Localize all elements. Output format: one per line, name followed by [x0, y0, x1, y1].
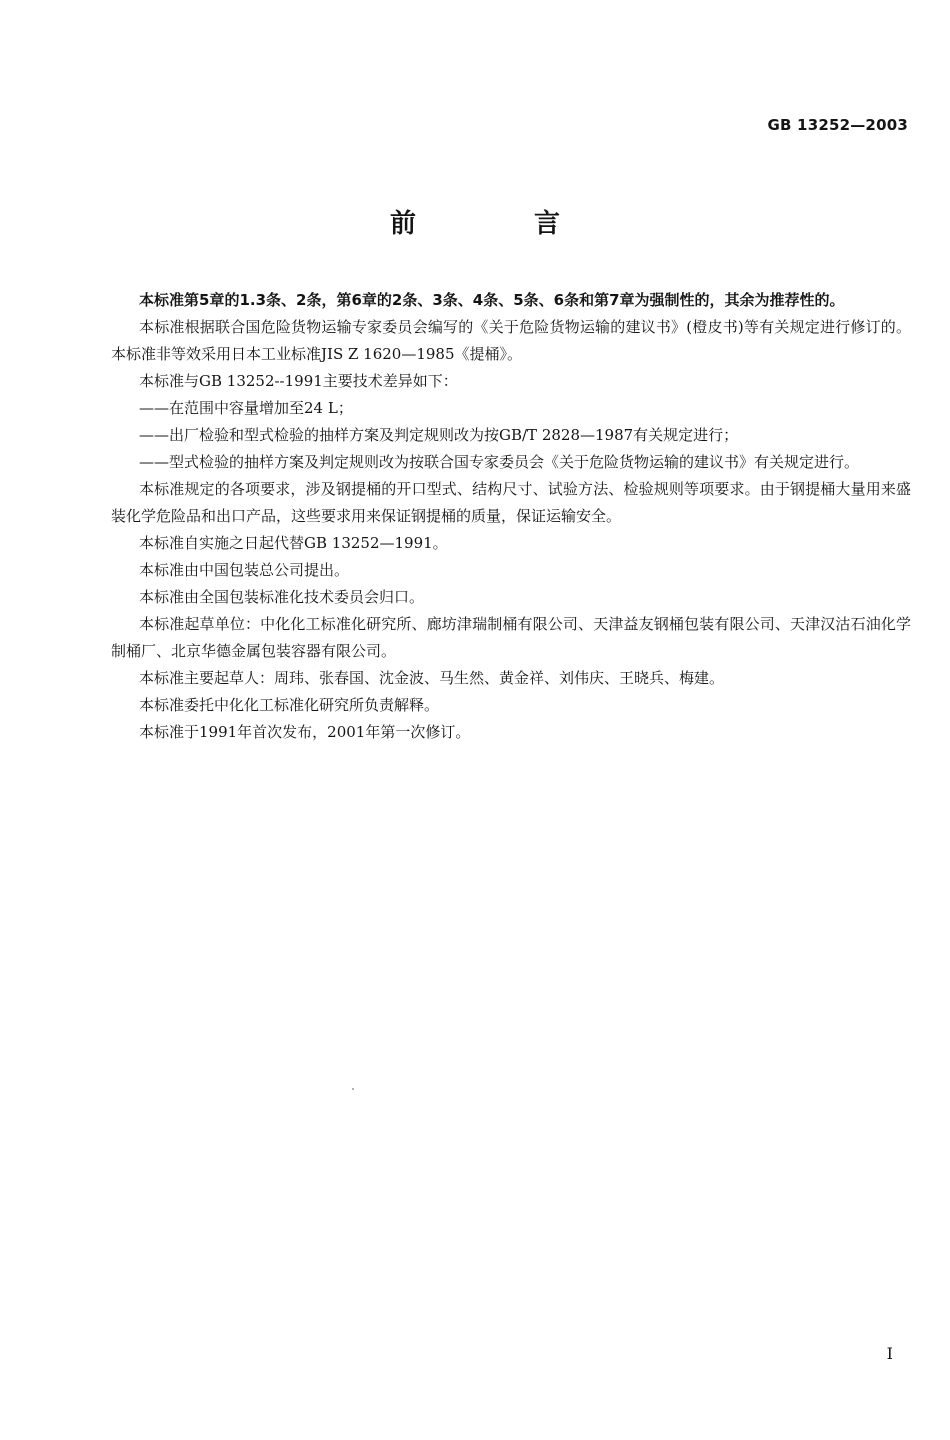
- paragraph-drafting-units: 本标准起草单位：中化化工标准化研究所、廊坊津瑞制桶有限公司、天津益友钢桶包装有限公司、天津汉沽石油化学制桶厂、北京华德金属包装容器有限公司。: [111, 615, 911, 660]
- paragraph-publication-history: 本标准于1991年首次发布，2001年第一次修订。: [139, 723, 471, 741]
- page-title: 前 言: [389, 209, 606, 239]
- paragraph-centralized-by: 本标准由全国包装标准化技术委员会归口。: [139, 588, 425, 606]
- paragraph-mandatory-clauses: 本标准第5章的1.3条、2条，第6章的2条、3条、4条、5条、6条和第7章为强制性的，其余为推荐性的。: [139, 291, 845, 309]
- paragraph-interpretation: 本标准委托中化化工标准化研究所负责解释。: [139, 696, 440, 714]
- difference-item: ——型式检验的抽样方案及判定规则改为按联合国专家委员会《关于危险货物运输的建议书》有关规定进行。: [139, 453, 860, 471]
- paragraph-differences-intro: 本标准与GB 13252--1991主要技术差异如下：: [139, 372, 458, 390]
- paragraph-replaces: 本标准自实施之日起代替GB 13252—1991。: [139, 534, 448, 552]
- foreword-body: [111, 287, 911, 746]
- page-number: I: [886, 1344, 893, 1363]
- difference-item: ——在范围中容量增加至24 L；: [139, 399, 353, 417]
- paragraph-requirements: 本标准规定的各项要求，涉及钢提桶的开口型式、结构尺寸、试验方法、检验规则等项要求。由于钢提桶大量用来盛装化学危险品和出口产品，这些要求用来保证钢提桶的质量，保证运输安全。: [111, 480, 911, 525]
- paragraph-drafters: 本标准主要起草人：周玮、张春国、沈金波、马生然、黄金祥、刘伟庆、王晓兵、梅建。: [139, 669, 725, 687]
- paragraph-proposed-by: 本标准由中国包装总公司提出。: [139, 561, 350, 579]
- scan-speck: [352, 1088, 354, 1090]
- standard-number: GB 13252—2003: [767, 116, 908, 134]
- difference-item: ——出厂检验和型式检验的抽样方案及判定规则改为按GB/T 2828—1987有关规定进行；: [139, 426, 739, 444]
- paragraph-basis: 本标准根据联合国危险货物运输专家委员会编写的《关于危险货物运输的建议书》(橙皮书)等有关规定进行修订的。本标准非等效采用日本工业标准JIS Z 1620—1985《提桶》。: [111, 318, 911, 363]
